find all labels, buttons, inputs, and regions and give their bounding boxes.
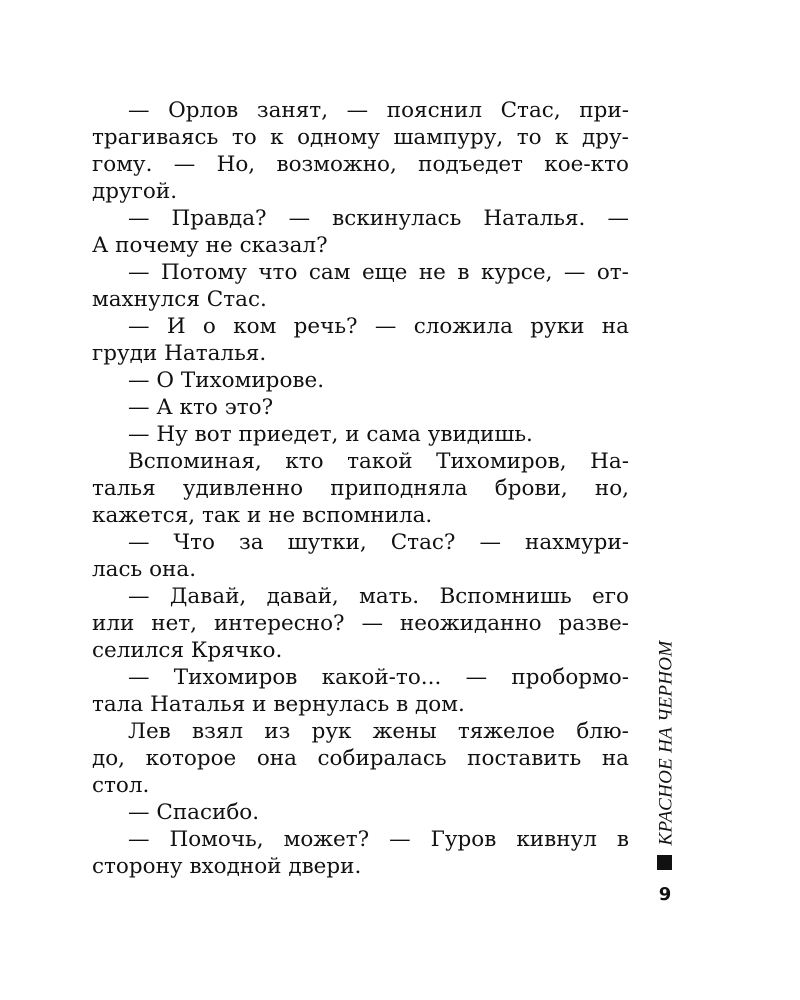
text-line: — А кто это? (128, 395, 274, 420)
text-line: — Помочь, может? — Гуров кивнул в (128, 827, 629, 852)
text-line: кажется, так и не вспомнила. (92, 503, 433, 528)
text-line: лась она. (92, 557, 197, 582)
text-line: Вспоминая, кто такой Тихомиров, На- (128, 449, 629, 474)
text-line: тала Наталья и вернулась в дом. (92, 692, 465, 717)
text-line: другой. (92, 179, 178, 204)
running-title-text: КРАСНОЕ НА ЧЕРНОМ (655, 640, 676, 846)
text-line: стол. (92, 773, 150, 798)
text-line: до, которое она собиралась поставить на (92, 746, 629, 771)
running-title (651, 640, 681, 846)
square-marker-icon (657, 855, 672, 870)
text-line: груди Наталья. (92, 341, 267, 366)
text-line: А почему не сказал? (92, 233, 328, 258)
text-line: — Тихомиров какой-то... — пробормо- (128, 665, 629, 690)
text-line: — Орлов занят, — пояснил Стас, при- (128, 98, 629, 123)
text-line: сторону входной двери. (92, 854, 362, 879)
text-line: — О Тихомирове. (128, 368, 325, 393)
text-line: — Давай, давай, мать. Вспомнишь его (128, 584, 629, 609)
text-line: селился Крячко. (92, 638, 283, 663)
text-line: — Ну вот приедет, и сама увидишь. (128, 422, 533, 447)
body-text (92, 97, 629, 880)
text-line: — Правда? — вскинулась Наталья. — (128, 206, 629, 231)
page-number: 9 (658, 884, 672, 905)
text-line: — И о ком речь? — сложила руки на (128, 314, 629, 339)
text-line: махнулся Стас. (92, 287, 267, 312)
text-line: Лев взял из рук жены тяжелое блю- (128, 719, 629, 744)
text-line: — Потому что сам еще не в курсе, — от- (128, 260, 629, 285)
text-line: — Спасибо. (128, 800, 260, 825)
text-line: трагиваясь то к одному шампуру, то к дру- (92, 125, 629, 150)
text-line: — Что за шутки, Стас? — нахмури- (128, 530, 629, 555)
text-line: талья удивленно приподняла брови, но, (92, 476, 629, 501)
text-line: гому. — Но, возможно, подъедет кое-кто (92, 152, 629, 177)
text-line: или нет, интересно? — неожиданно разве- (92, 611, 629, 636)
